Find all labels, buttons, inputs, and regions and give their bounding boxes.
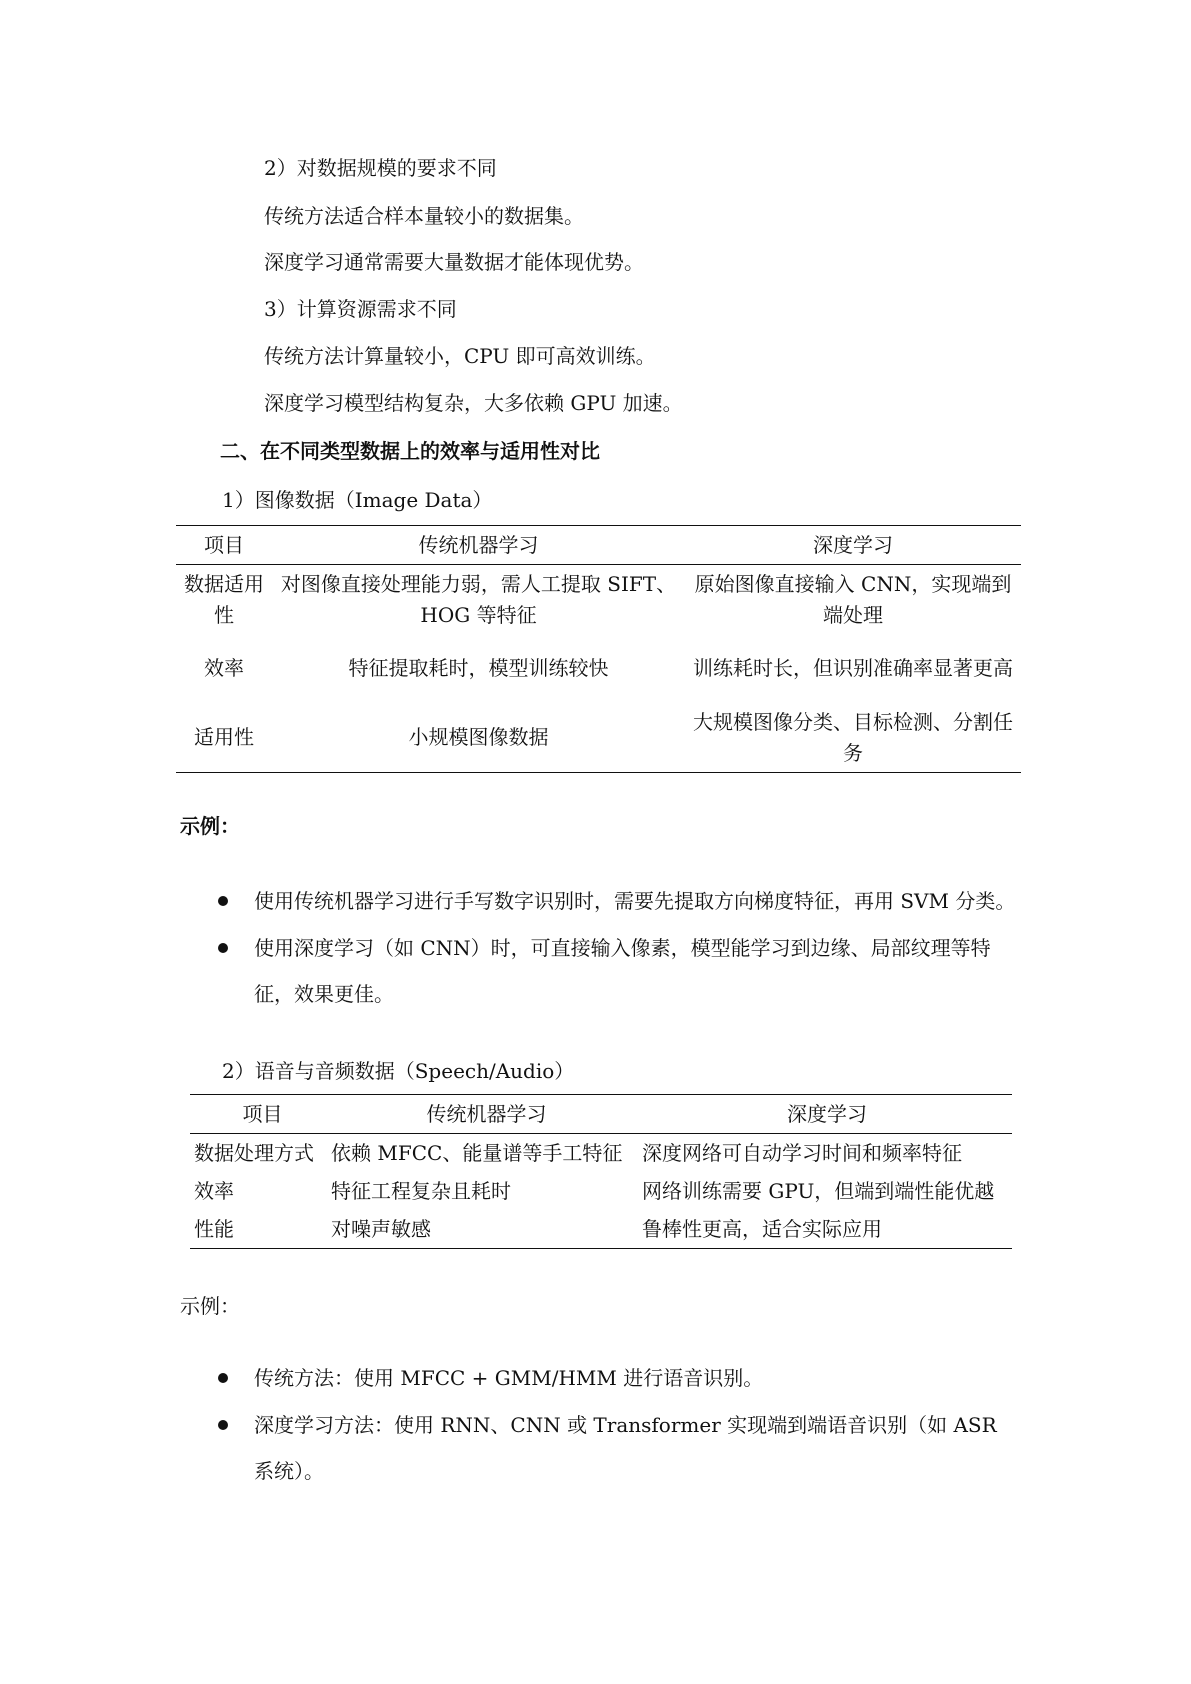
table-row [176,634,1021,703]
speech-example-1: 传统方法：使用 MFCC + GMM/HMM 进行语音识别。 [254,1366,764,1390]
table-header-cell: 项目 [190,1095,331,1134]
section2-heading: 二、在不同类型数据上的效率与适用性对比 [220,439,600,463]
item3-traditional-text: 传统方法计算量较小，CPU 即可高效训练。 [264,344,656,368]
item2-traditional-text: 传统方法适合样本量较小的数据集。 [264,204,584,228]
table-header-cell: 项目 [176,526,272,565]
table-cell: 深度网络可自动学习时间和频率特征 [642,1141,962,1165]
table-cell: 性能 [194,1217,234,1241]
table-header-cell: 深度学习 [642,1095,1012,1134]
table-cell: 小规模图像数据 [408,725,549,749]
table-cell: 对噪声敏感 [331,1217,431,1241]
table-row [176,703,1021,773]
table-row [190,1134,1012,1173]
speech-data-subheading: 2）语音与音频数据（Speech/Audio） [222,1059,575,1083]
image-example-label: 示例： [180,814,240,838]
table-cell: 数据适用性 [184,571,264,627]
table-row [176,565,1021,635]
bullet-icon [218,943,228,953]
table-header-cell: 传统机器学习 [272,526,685,565]
item2-deep-text: 深度学习通常需要大量数据才能体现优势。 [264,250,644,274]
table-cell: 原始图像直接输入 CNN，实现端到端处理 [694,571,1012,627]
table-cell: 网络训练需要 GPU，但端到端性能优越 [642,1179,995,1203]
item2-title: 2）对数据规模的要求不同 [264,156,497,180]
item3-deep-text: 深度学习模型结构复杂，大多依赖 GPU 加速。 [264,391,683,415]
table-cell: 鲁棒性更高，适合实际应用 [642,1217,882,1241]
table-header-cell: 深度学习 [685,526,1021,565]
image-example-1: 使用传统机器学习进行手写数字识别时，需要先提取方向梯度特征，再用 SVM 分类。 [254,889,1016,913]
table-cell: 特征提取耗时，模型训练较快 [348,656,609,680]
image-data-table [176,525,1021,773]
speech-example-label: 示例： [180,1294,240,1318]
table-cell: 特征工程复杂且耗时 [331,1179,511,1203]
table-header-row [190,1095,1012,1134]
table-cell: 效率 [194,1179,234,1203]
table-row [190,1172,1012,1210]
table-header-row [176,526,1021,565]
bullet-icon [218,1373,228,1383]
table-cell: 适用性 [194,725,254,749]
table-header-cell: 传统机器学习 [331,1095,642,1134]
item3-title: 3）计算资源需求不同 [264,297,457,321]
table-cell: 对图像直接处理能力弱，需人工提取 SIFT、HOG 等特征 [280,571,677,627]
table-cell: 数据处理方式 [194,1141,314,1165]
table-cell: 依赖 MFCC、能量谱等手工特征 [331,1141,623,1165]
table-row [190,1210,1012,1249]
bullet-icon [218,896,228,906]
image-example-2: 使用深度学习（如 CNN）时，可直接输入像素，模型能学习到边缘、局部纹理等特征，效果更佳。 [254,936,991,1006]
image-data-subheading: 1）图像数据（Image Data） [222,488,493,512]
table-cell: 效率 [204,656,244,680]
bullet-icon [218,1420,228,1430]
speech-example-2: 深度学习方法：使用 RNN、CNN 或 Transformer 实现端到端语音识别（如 ASR 系统）。 [254,1413,997,1483]
table-cell: 大规模图像分类、目标检测、分割任务 [693,709,1013,765]
table-cell: 训练耗时长，但识别准确率显著更高 [693,656,1013,680]
speech-data-table [190,1094,1012,1249]
